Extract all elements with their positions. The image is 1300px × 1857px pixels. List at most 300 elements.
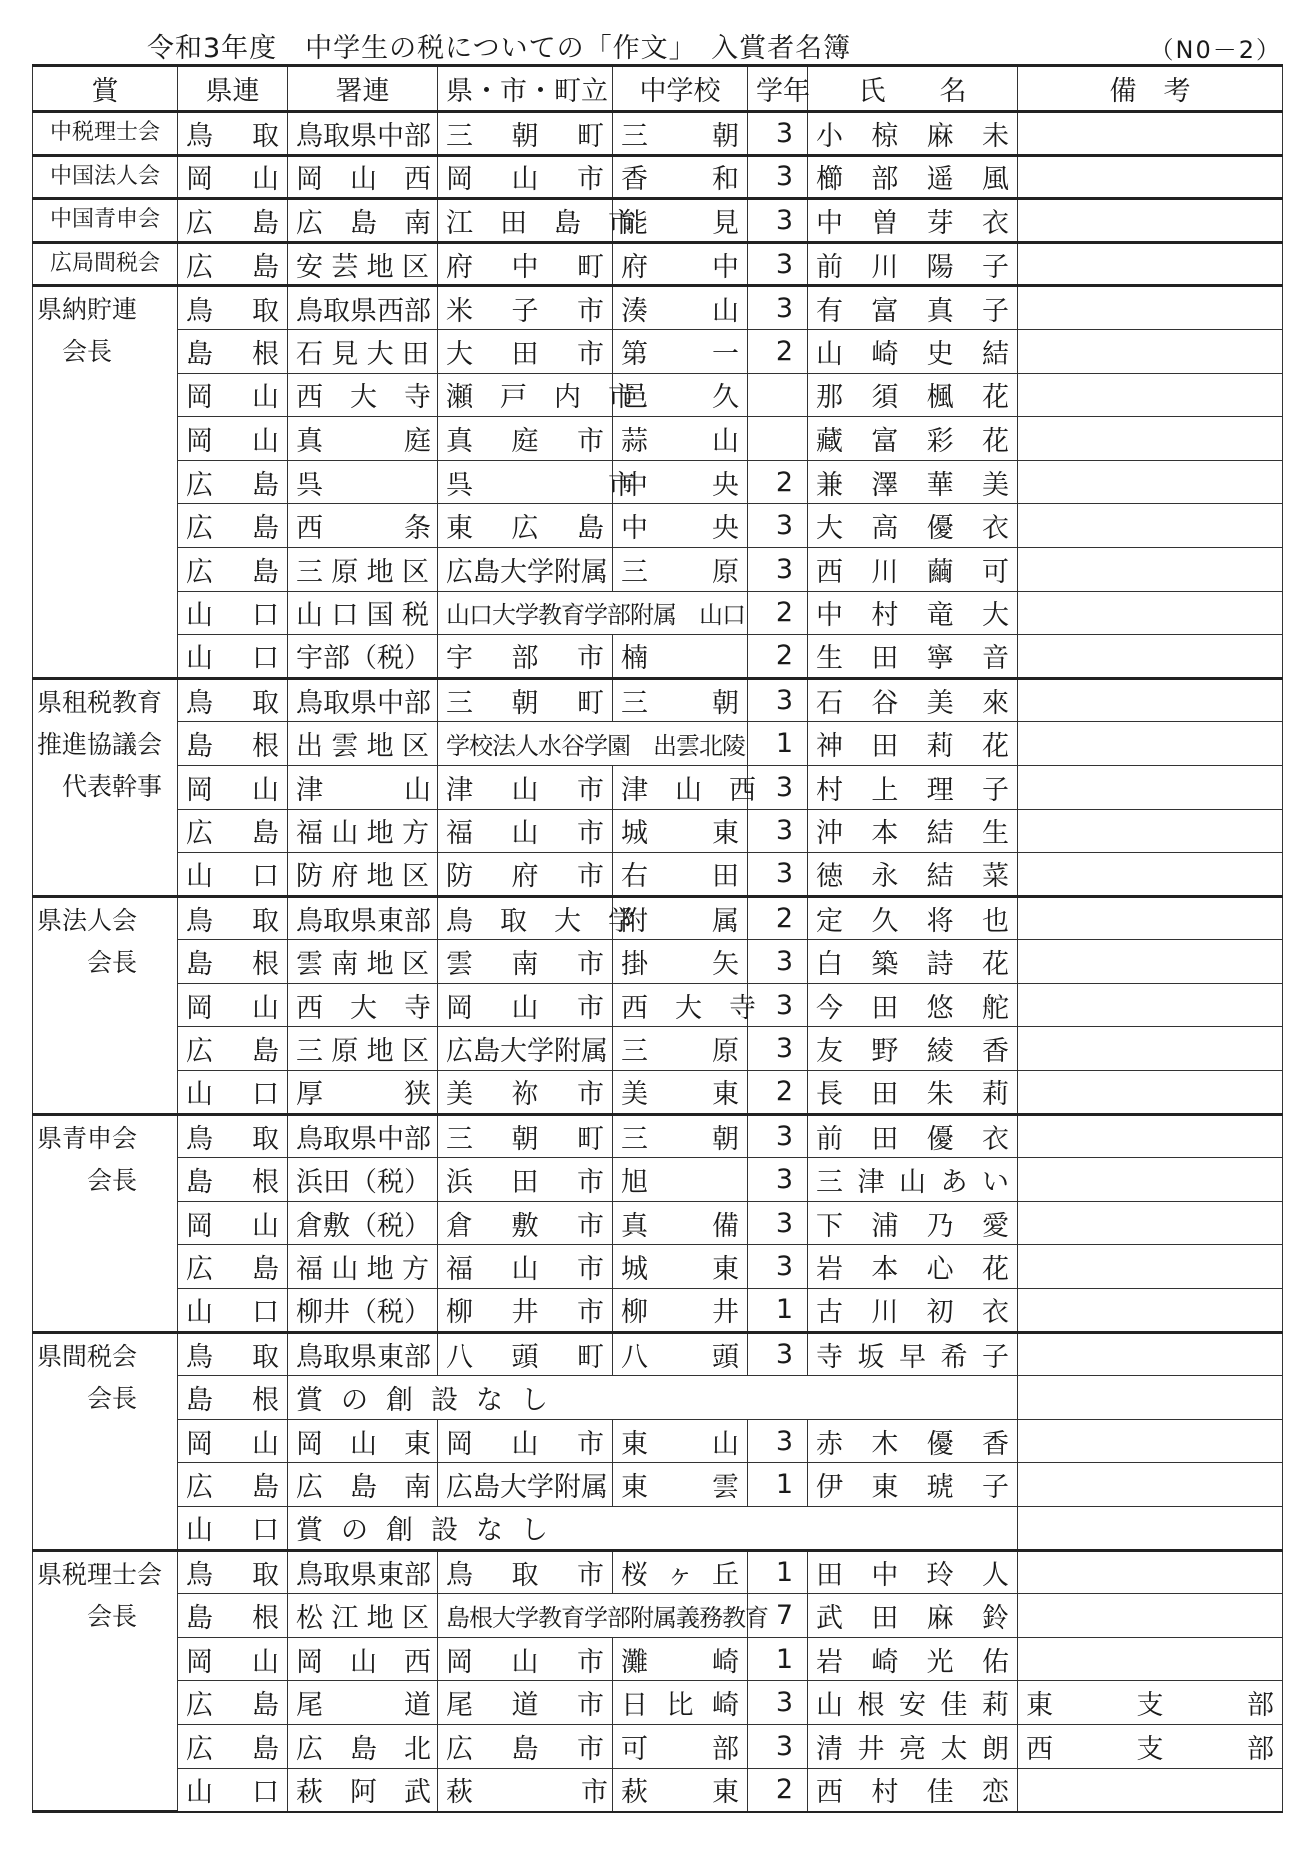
- prefecture-cell: 広 島: [178, 1463, 288, 1507]
- grade-cell: 3: [748, 1681, 808, 1725]
- grade-cell: 3: [748, 286, 808, 330]
- notes-cell: [1018, 1419, 1283, 1463]
- prefecture-cell: 山 口: [178, 635, 288, 679]
- notes-cell: [1018, 809, 1283, 853]
- award-cell: 県法人会 会長: [33, 896, 178, 1114]
- school-cell: 掛 矢: [613, 940, 748, 984]
- notes-cell: [1018, 678, 1283, 722]
- grade-cell: 3: [748, 112, 808, 156]
- school-cell: 第 一: [613, 329, 748, 373]
- notes-cell: [1018, 1332, 1283, 1376]
- notes-cell: [1018, 1027, 1283, 1071]
- table-row: [33, 1594, 1283, 1638]
- notes-cell: [1018, 1071, 1283, 1115]
- student-name-cell: 小 椋 麻 未: [808, 112, 1018, 156]
- student-name-cell: 那 須 楓 花: [808, 373, 1018, 417]
- prefecture-cell: 鳥 取: [178, 286, 288, 330]
- municipality-cell: 広島大学附属: [438, 1027, 613, 1071]
- notes-cell: [1018, 1201, 1283, 1245]
- student-name-cell: 村 上 理 子: [808, 765, 1018, 809]
- prefecture-cell: 鳥 取: [178, 1332, 288, 1376]
- student-name-cell: 神 田 莉 花: [808, 722, 1018, 766]
- table-row: [33, 1245, 1283, 1289]
- prefecture-cell: 岡 山: [178, 1637, 288, 1681]
- office-cell: 宇部（税）: [288, 635, 438, 679]
- student-name-cell: 今 田 悠 舵: [808, 983, 1018, 1027]
- prefecture-cell: 山 口: [178, 1768, 288, 1812]
- table-row: [33, 1637, 1283, 1681]
- office-cell: 広 島 南: [288, 1463, 438, 1507]
- school-cell: 三 朝: [613, 678, 748, 722]
- prefecture-cell: 岡 山: [178, 1201, 288, 1245]
- prefecture-cell: 島 根: [178, 940, 288, 984]
- prefecture-cell: 広 島: [178, 504, 288, 548]
- office-cell: 鳥取県西部: [288, 286, 438, 330]
- municipality-cell: 広島大学附属: [438, 547, 613, 591]
- municipality-cell: 鳥 取 大 学: [438, 896, 613, 940]
- municipality-cell: 八 頭 町: [438, 1332, 613, 1376]
- award-cell: 県青申会 会長: [33, 1114, 178, 1332]
- grade-cell: 3: [748, 242, 808, 286]
- document-page: [32, 20, 1282, 1813]
- student-name-cell: 生 田 寧 音: [808, 635, 1018, 679]
- prefecture-cell: 広 島: [178, 1724, 288, 1768]
- notes-cell: [1018, 635, 1283, 679]
- prefecture-cell: 岡 山: [178, 155, 288, 199]
- student-name-cell: 沖 本 結 生: [808, 809, 1018, 853]
- document-title: 令和3年度 中学生の税についての「作文」 入賞者名簿: [147, 33, 852, 64]
- municipality-cell: 浜 田 市: [438, 1158, 613, 1202]
- notes-cell: [1018, 286, 1283, 330]
- col-office: 署連: [288, 66, 438, 112]
- notes-cell: [1018, 1637, 1283, 1681]
- table-row: [33, 853, 1283, 897]
- school-cell: 三 原: [613, 547, 748, 591]
- office-cell: 安芸地区: [288, 242, 438, 286]
- prefecture-cell: 鳥 取: [178, 1550, 288, 1594]
- table-header-row: [33, 66, 1283, 112]
- notes-cell: [1018, 504, 1283, 548]
- table-row: [33, 286, 1283, 330]
- notes-cell: [1018, 591, 1283, 635]
- notes-cell: [1018, 1158, 1283, 1202]
- student-name-cell: 西 村 佳 恋: [808, 1768, 1018, 1812]
- grade-cell: 2: [748, 460, 808, 504]
- notes-cell: 西支部: [1018, 1724, 1283, 1768]
- notes-cell: [1018, 112, 1283, 156]
- student-name-cell: 古 川 初 衣: [808, 1289, 1018, 1333]
- office-cell: 雲南地区: [288, 940, 438, 984]
- table-row: [33, 1681, 1283, 1725]
- student-name-cell: 有 富 真 子: [808, 286, 1018, 330]
- table-row: [33, 1507, 1283, 1551]
- prefecture-cell: 広 島: [178, 1027, 288, 1071]
- prefecture-cell: 広 島: [178, 199, 288, 243]
- grade-cell: 3: [748, 199, 808, 243]
- municipality-cell: 広 島 市: [438, 1724, 613, 1768]
- office-cell: 鳥取県中部: [288, 1114, 438, 1158]
- grade-cell: 3: [748, 809, 808, 853]
- municipality-cell: 島根大学教育学部附属義務教育: [438, 1594, 748, 1638]
- office-cell: 三原地区: [288, 1027, 438, 1071]
- office-cell: 鳥取県東部: [288, 1332, 438, 1376]
- notes-cell: 東支部: [1018, 1681, 1283, 1725]
- document-header: [32, 20, 1282, 64]
- table-row: [33, 112, 1283, 156]
- municipality-cell: 岡 山 市: [438, 1419, 613, 1463]
- office-cell: 鳥取県中部: [288, 112, 438, 156]
- school-cell: 柳 井: [613, 1289, 748, 1333]
- student-name-cell: 清井亮太朗: [808, 1724, 1018, 1768]
- notes-cell: [1018, 547, 1283, 591]
- grade-cell: 1: [748, 1289, 808, 1333]
- table-row: [33, 1768, 1283, 1812]
- student-name-cell: 兼 澤 華 美: [808, 460, 1018, 504]
- notes-cell: [1018, 155, 1283, 199]
- student-name-cell: 三津山あい: [808, 1158, 1018, 1202]
- grade-cell: 3: [748, 765, 808, 809]
- school-cell: 城 東: [613, 1245, 748, 1289]
- school-cell: 真 備: [613, 1201, 748, 1245]
- grade-cell: [748, 373, 808, 417]
- prefecture-cell: 山 口: [178, 591, 288, 635]
- table-row: [33, 1376, 1283, 1420]
- grade-cell: 2: [748, 1768, 808, 1812]
- notes-cell: [1018, 1550, 1283, 1594]
- office-cell: 柳井（税）: [288, 1289, 438, 1333]
- school-cell: 萩 東: [613, 1768, 748, 1812]
- grade-cell: 3: [748, 678, 808, 722]
- municipality-cell: 呉 市: [438, 460, 613, 504]
- prefecture-cell: 広 島: [178, 809, 288, 853]
- grade-cell: 2: [748, 635, 808, 679]
- grade-cell: 1: [748, 1637, 808, 1681]
- municipality-cell: 雲 南 市: [438, 940, 613, 984]
- municipality-cell: 鳥 取 市: [438, 1550, 613, 1594]
- prefecture-cell: 鳥 取: [178, 1114, 288, 1158]
- office-cell: 厚 狭: [288, 1071, 438, 1115]
- student-name-cell: 山根安佳莉: [808, 1681, 1018, 1725]
- student-name-cell: 武 田 麻 鈴: [808, 1594, 1018, 1638]
- school-cell: 中 央: [613, 504, 748, 548]
- office-cell: 西 大 寺: [288, 983, 438, 1027]
- school-cell: 香 和: [613, 155, 748, 199]
- grade-cell: 3: [748, 1201, 808, 1245]
- table-row: [33, 765, 1283, 809]
- office-cell: 防府地区: [288, 853, 438, 897]
- award-winners-table: [32, 64, 1283, 1813]
- grade-cell: 3: [748, 1245, 808, 1289]
- school-cell: 可 部: [613, 1724, 748, 1768]
- grade-cell: 3: [748, 1027, 808, 1071]
- grade-cell: 3: [748, 1419, 808, 1463]
- grade-cell: 1: [748, 722, 808, 766]
- municipality-cell: 瀬 戸 内 市: [438, 373, 613, 417]
- notes-cell: [1018, 417, 1283, 461]
- student-name-cell: 田 中 玲 人: [808, 1550, 1018, 1594]
- table-row: [33, 373, 1283, 417]
- col-notes: 備 考: [1018, 66, 1283, 112]
- table-row: [33, 155, 1283, 199]
- award-cell: 広局間税会: [33, 242, 178, 286]
- grade-cell: 3: [748, 1158, 808, 1202]
- student-name-cell: 定 久 将 也: [808, 896, 1018, 940]
- office-cell: 尾 道: [288, 1681, 438, 1725]
- table-row: [33, 1289, 1283, 1333]
- prefecture-cell: 島 根: [178, 722, 288, 766]
- grade-cell: 3: [748, 1114, 808, 1158]
- office-cell: 出雲地区: [288, 722, 438, 766]
- prefecture-cell: 山 口: [178, 1071, 288, 1115]
- student-name-cell: 徳 永 結 菜: [808, 853, 1018, 897]
- student-name-cell: 赤 木 優 香: [808, 1419, 1018, 1463]
- grade-cell: 1: [748, 1463, 808, 1507]
- office-cell: 西 条: [288, 504, 438, 548]
- student-name-cell: 藏 富 彩 花: [808, 417, 1018, 461]
- office-cell: 岡 山 東: [288, 1419, 438, 1463]
- table-row: [33, 722, 1283, 766]
- prefecture-cell: 広 島: [178, 547, 288, 591]
- notes-cell: [1018, 1114, 1283, 1158]
- table-row: [33, 1550, 1283, 1594]
- municipality-cell: 学校法人水谷学園 出雲北陵: [438, 722, 748, 766]
- student-name-cell: 前 川 陽 子: [808, 242, 1018, 286]
- student-name-cell: 友 野 綾 香: [808, 1027, 1018, 1071]
- student-name-cell: 岩 崎 光 佑: [808, 1637, 1018, 1681]
- table-row: [33, 940, 1283, 984]
- student-name-cell: 前 田 優 衣: [808, 1114, 1018, 1158]
- table-row: [33, 199, 1283, 243]
- student-name-cell: 櫛 部 遥 風: [808, 155, 1018, 199]
- school-cell: 能 見: [613, 199, 748, 243]
- table-row: [33, 809, 1283, 853]
- notes-cell: [1018, 460, 1283, 504]
- prefecture-cell: 山 口: [178, 1507, 288, 1551]
- office-cell: 福山地方: [288, 1245, 438, 1289]
- office-cell: 鳥取県中部: [288, 678, 438, 722]
- municipality-cell: 三 朝 町: [438, 112, 613, 156]
- no-award-cell: 賞の創設なし: [288, 1507, 1018, 1551]
- grade-cell: 3: [748, 504, 808, 548]
- office-cell: 岡 山 西: [288, 155, 438, 199]
- office-cell: 広 島 北: [288, 1724, 438, 1768]
- notes-cell: [1018, 199, 1283, 243]
- prefecture-cell: 鳥 取: [178, 896, 288, 940]
- table-row: [33, 591, 1283, 635]
- student-name-cell: [1018, 1507, 1283, 1551]
- office-cell: 倉敷（税）: [288, 1201, 438, 1245]
- school-cell: 八 頭: [613, 1332, 748, 1376]
- col-grade: 学年: [748, 66, 808, 112]
- municipality-cell: 三 朝 町: [438, 1114, 613, 1158]
- school-cell: 邑 久: [613, 373, 748, 417]
- municipality-cell: 東 広 島: [438, 504, 613, 548]
- notes-cell: [1018, 853, 1283, 897]
- prefecture-cell: 広 島: [178, 460, 288, 504]
- table-row: [33, 1027, 1283, 1071]
- notes-cell: [1018, 722, 1283, 766]
- municipality-cell: 山口大学教育学部附属 山口: [438, 591, 748, 635]
- prefecture-cell: 岡 山: [178, 765, 288, 809]
- municipality-cell: 米 子 市: [438, 286, 613, 330]
- table-row: [33, 547, 1283, 591]
- table-row: [33, 504, 1283, 548]
- table-row: [33, 635, 1283, 679]
- municipality-cell: 萩 市: [438, 1768, 613, 1812]
- student-name-cell: 長 田 朱 莉: [808, 1071, 1018, 1115]
- office-cell: 津 山: [288, 765, 438, 809]
- school-cell: 蒜 山: [613, 417, 748, 461]
- school-cell: 楠: [613, 635, 748, 679]
- prefecture-cell: 鳥 取: [178, 112, 288, 156]
- col-prefecture: 県連: [178, 66, 288, 112]
- grade-cell: 1: [748, 1550, 808, 1594]
- office-cell: 真 庭: [288, 417, 438, 461]
- student-name-cell: 西 川 繭 可: [808, 547, 1018, 591]
- table-row: [33, 460, 1283, 504]
- table-row: [33, 678, 1283, 722]
- municipality-cell: 防 府 市: [438, 853, 613, 897]
- notes-cell: [1018, 1289, 1283, 1333]
- office-cell: 西 大 寺: [288, 373, 438, 417]
- school-cell: 城 東: [613, 809, 748, 853]
- grade-cell: 3: [748, 940, 808, 984]
- prefecture-cell: 島 根: [178, 1158, 288, 1202]
- grade-cell: 3: [748, 1724, 808, 1768]
- prefecture-cell: 岡 山: [178, 983, 288, 1027]
- school-cell: 府 中: [613, 242, 748, 286]
- office-cell: 鳥取県東部: [288, 1550, 438, 1594]
- table-row: [33, 1071, 1283, 1115]
- table-row: [33, 1463, 1283, 1507]
- school-cell: 美 東: [613, 1071, 748, 1115]
- col-municipality: 県・市・町立: [438, 66, 613, 112]
- notes-cell: [1018, 896, 1283, 940]
- office-cell: 松江地区: [288, 1594, 438, 1638]
- municipality-cell: 津 山 市: [438, 765, 613, 809]
- notes-cell: [1018, 1768, 1283, 1812]
- no-award-cell: 賞の創設なし: [288, 1376, 1018, 1420]
- municipality-cell: 真 庭 市: [438, 417, 613, 461]
- notes-cell: [1018, 329, 1283, 373]
- notes-cell: [1018, 1245, 1283, 1289]
- award-cell: 県納貯連 会長: [33, 286, 178, 678]
- student-name-cell: 石 谷 美 來: [808, 678, 1018, 722]
- grade-cell: 3: [748, 547, 808, 591]
- award-cell: 中税理士会: [33, 112, 178, 156]
- school-cell: 東 山: [613, 1419, 748, 1463]
- school-cell: 桜ヶ丘: [613, 1550, 748, 1594]
- school-cell: 東 雲: [613, 1463, 748, 1507]
- municipality-cell: 柳 井 市: [438, 1289, 613, 1333]
- grade-cell: 7: [748, 1594, 808, 1638]
- student-name-cell: 白 築 詩 花: [808, 940, 1018, 984]
- school-cell: 西 大 寺: [613, 983, 748, 1027]
- office-cell: 萩 阿 武: [288, 1768, 438, 1812]
- municipality-cell: 江 田 島 市: [438, 199, 613, 243]
- grade-cell: [748, 417, 808, 461]
- school-cell: 日比崎: [613, 1681, 748, 1725]
- office-cell: 広 島 南: [288, 199, 438, 243]
- school-cell: 旭: [613, 1158, 748, 1202]
- col-school: 中学校: [613, 66, 748, 112]
- prefecture-cell: 岡 山: [178, 373, 288, 417]
- table-row: [33, 1158, 1283, 1202]
- municipality-cell: 三 朝 町: [438, 678, 613, 722]
- school-cell: 津 山 西: [613, 765, 748, 809]
- school-cell: 三 朝: [613, 1114, 748, 1158]
- table-row: [33, 329, 1283, 373]
- prefecture-cell: 岡 山: [178, 417, 288, 461]
- student-name-cell: 中 村 竜 大: [808, 591, 1018, 635]
- notes-cell: [1018, 765, 1283, 809]
- school-cell: 中 央: [613, 460, 748, 504]
- table-row: [33, 1201, 1283, 1245]
- municipality-cell: 美 祢 市: [438, 1071, 613, 1115]
- prefecture-cell: 広 島: [178, 1681, 288, 1725]
- document-number: （N0－2）: [1149, 36, 1282, 64]
- municipality-cell: 大 田 市: [438, 329, 613, 373]
- office-cell: 山口国税: [288, 591, 438, 635]
- office-cell: 鳥取県東部: [288, 896, 438, 940]
- municipality-cell: 岡 山 市: [438, 983, 613, 1027]
- office-cell: 岡 山 西: [288, 1637, 438, 1681]
- school-cell: 灘 崎: [613, 1637, 748, 1681]
- municipality-cell: 宇 部 市: [438, 635, 613, 679]
- prefecture-cell: 鳥 取: [178, 678, 288, 722]
- award-cell: 県間税会 会長: [33, 1332, 178, 1550]
- school-cell: 附 属: [613, 896, 748, 940]
- table-row: [33, 896, 1283, 940]
- table-body: [33, 112, 1283, 1812]
- school-cell: 三 朝: [613, 112, 748, 156]
- prefecture-cell: 広 島: [178, 242, 288, 286]
- award-cell: 中国青申会: [33, 199, 178, 243]
- award-cell: 県租税教育 推進協議会 代表幹事: [33, 678, 178, 896]
- award-cell: 県税理士会 会長: [33, 1550, 178, 1812]
- office-cell: 三原地区: [288, 547, 438, 591]
- student-name-cell: [1018, 1376, 1283, 1420]
- prefecture-cell: 島 根: [178, 1376, 288, 1420]
- notes-cell: [1018, 242, 1283, 286]
- school-cell: 右 田: [613, 853, 748, 897]
- student-name-cell: 大 高 優 衣: [808, 504, 1018, 548]
- student-name-cell: 伊 東 琥 子: [808, 1463, 1018, 1507]
- municipality-cell: 尾 道 市: [438, 1681, 613, 1725]
- municipality-cell: 岡 山 市: [438, 155, 613, 199]
- table-row: [33, 1419, 1283, 1463]
- col-name: 氏 名: [808, 66, 1018, 112]
- school-cell: 三 原: [613, 1027, 748, 1071]
- col-award: 賞: [33, 66, 178, 112]
- notes-cell: [1018, 1463, 1283, 1507]
- grade-cell: 3: [748, 155, 808, 199]
- grade-cell: 2: [748, 329, 808, 373]
- prefecture-cell: 広 島: [178, 1245, 288, 1289]
- table-row: [33, 417, 1283, 461]
- municipality-cell: 福 山 市: [438, 809, 613, 853]
- grade-cell: 3: [748, 1332, 808, 1376]
- prefecture-cell: 島 根: [178, 1594, 288, 1638]
- grade-cell: 2: [748, 1071, 808, 1115]
- prefecture-cell: 山 口: [178, 853, 288, 897]
- office-cell: 福山地方: [288, 809, 438, 853]
- school-cell: 湊 山: [613, 286, 748, 330]
- student-name-cell: 下 浦 乃 愛: [808, 1201, 1018, 1245]
- table-row: [33, 1114, 1283, 1158]
- grade-cell: 3: [748, 853, 808, 897]
- municipality-cell: 府 中 町: [438, 242, 613, 286]
